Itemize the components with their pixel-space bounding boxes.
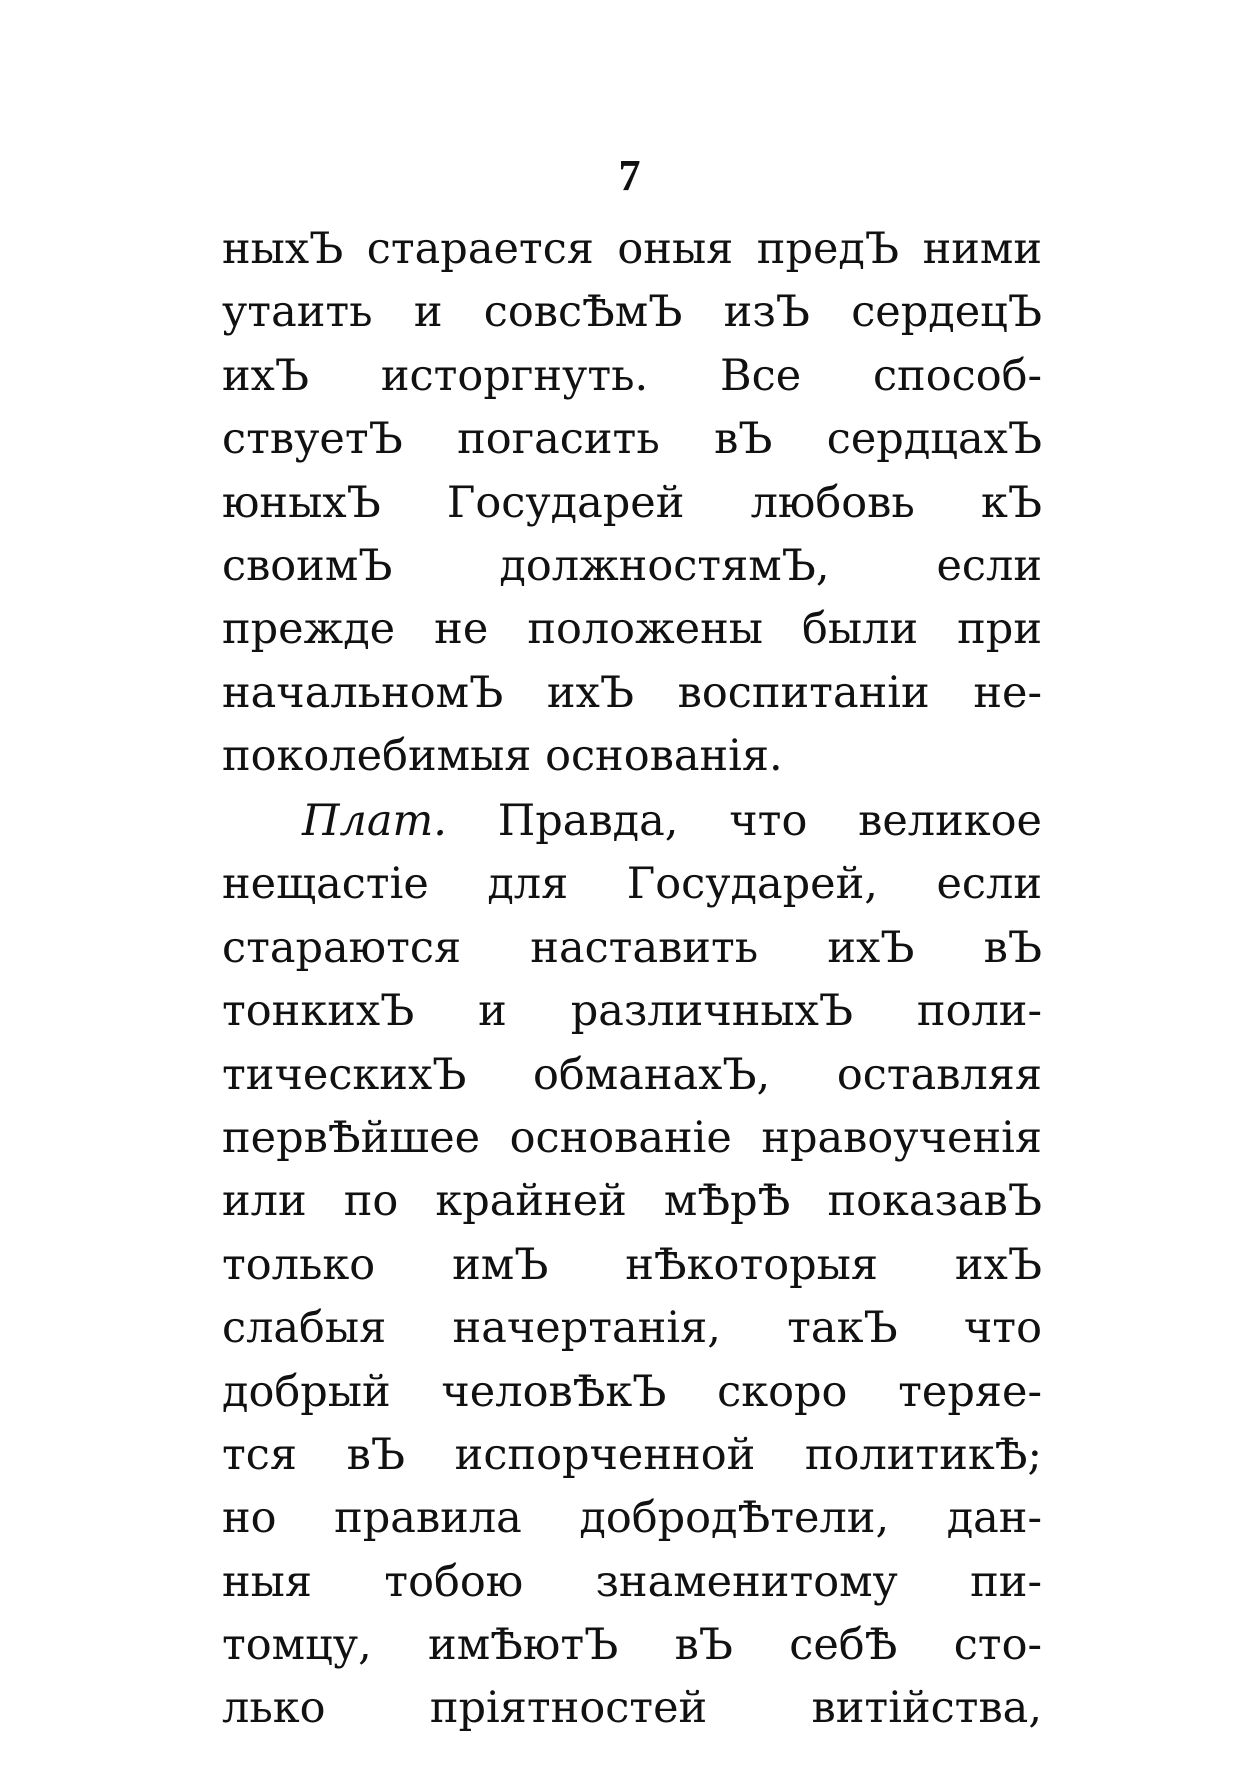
text-line: прежде не положены были при <box>222 604 1042 655</box>
paragraph-1 <box>222 218 1042 789</box>
text-line: своимЪ должностямЪ, если <box>222 540 1042 591</box>
text-line: добрый человѢкЪ скоро теряе- <box>222 1366 1042 1417</box>
speaker-label: Плат. <box>302 796 447 846</box>
text-line: ствуетЪ погасить вЪ сердцахЪ <box>222 414 1042 465</box>
text-line: лько прiятностей витiйства, <box>222 1683 1042 1734</box>
text-line: стараются наставить ихЪ вЪ <box>222 922 1042 973</box>
text-line: ихЪ исторгнуть. Все способ- <box>222 350 1042 401</box>
text-line: ныхЪ старается оныя предЪ ними <box>222 224 1042 274</box>
page-number: 7 <box>618 151 641 200</box>
text-line: но правила добродѢтели, дан- <box>222 1493 1042 1544</box>
text-line: первѢйшее основанiе нравоученiя <box>222 1112 1042 1163</box>
text-line: тическихЪ обманахЪ, оставляя <box>222 1049 1042 1100</box>
text-line: только имЪ нѢкоторыя ихЪ <box>222 1239 1042 1290</box>
text-line: утаить и совсѢмЪ изЪ сердецЪ <box>222 287 1042 338</box>
text-line: начальномЪ ихЪ воспитанiи не- <box>222 667 1042 718</box>
paragraph-2 <box>222 790 1042 1741</box>
text-line: поколебимыя основанiя. <box>222 731 783 782</box>
text-line-start: Правда, что великое <box>497 796 1042 846</box>
text-line: нещастiе для Государей, если <box>222 859 1042 910</box>
text-line: юныхЪ Государей любовь кЪ <box>222 477 1042 528</box>
paragraph-2-first-line <box>222 790 1042 853</box>
text-line: или по крайней мѢрѢ показавЪ <box>222 1176 1042 1227</box>
text-line: томцу, имѢютЪ вЪ себѢ сто- <box>222 1620 1042 1671</box>
text-line: слабыя начертанiя, такЪ что <box>222 1303 1042 1354</box>
text-line: тонкихЪ и различныхЪ поли- <box>222 986 1042 1037</box>
text-line: тся вЪ испорченной политикѢ; <box>222 1429 1042 1480</box>
text-line: ныя тобою знаменитому пи- <box>222 1556 1042 1607</box>
